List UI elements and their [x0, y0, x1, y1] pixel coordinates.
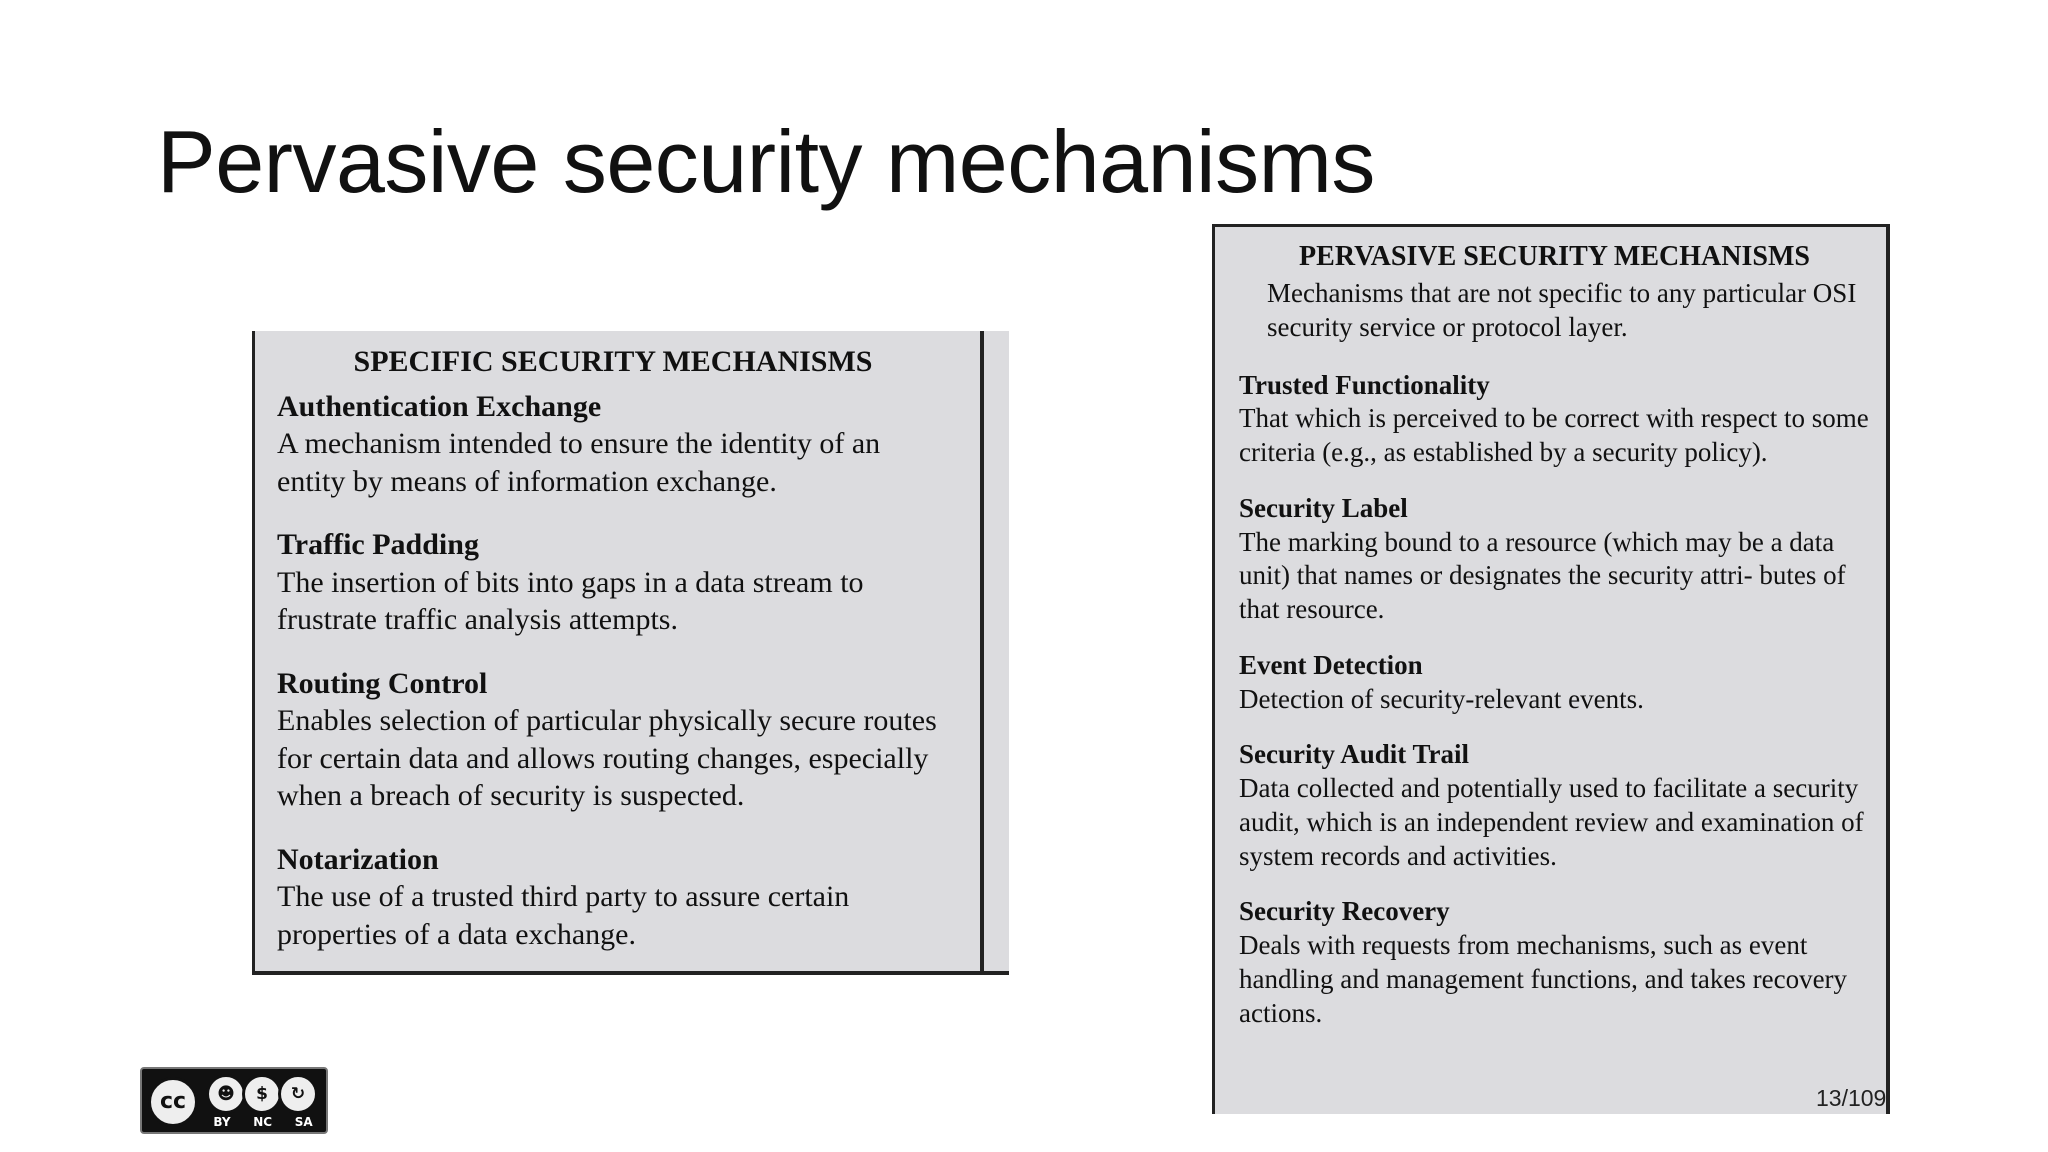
- mechanism-title: Authentication Exchange: [277, 389, 602, 423]
- mechanism-title: Traffic Padding: [277, 528, 479, 561]
- pervasive-mechanisms-panel: [1212, 224, 1890, 1114]
- creative-commons-badge[interactable]: [140, 1067, 328, 1134]
- mechanism-description: The use of a trusted third party to assure certain properties of a data exchange.: [277, 880, 850, 951]
- mechanism-title: Trusted Functionality: [1239, 369, 1490, 400]
- cc-icon: cc: [148, 1077, 198, 1127]
- sharealike-icon: ↻: [278, 1074, 318, 1114]
- mechanism-description: Data collected and potentially used to facilitate a security audit, which is an independent review and examination of system records and activities.: [1239, 773, 1864, 871]
- mechanism-title: Security Recovery: [1239, 896, 1450, 927]
- mechanism-item: [1239, 895, 1870, 1030]
- noncommercial-icon: $: [242, 1074, 282, 1114]
- mechanism-item: [277, 526, 989, 639]
- mechanism-title: Notarization: [277, 842, 439, 876]
- slide-title: Pervasive security mechanisms: [157, 112, 1375, 211]
- mechanism-description: Deals with requests from mechanisms, such as event handling and management functions, and takes recovery actions.: [1239, 930, 1848, 1028]
- mechanism-title: Security Audit Trail: [1239, 739, 1470, 770]
- page-number: 13/109: [1816, 1085, 1887, 1111]
- mechanism-item: [1239, 492, 1870, 627]
- license-label-sa: SA: [294, 1115, 313, 1129]
- mechanism-item: [277, 841, 989, 954]
- mechanism-title: Event Detection: [1239, 649, 1423, 680]
- specific-mechanisms-panel: [252, 331, 1009, 975]
- mechanism-title: Security Label: [1239, 492, 1408, 523]
- license-labels: [202, 1115, 324, 1129]
- license-label-nc: NC: [253, 1115, 273, 1129]
- pervasive-intro: Mechanisms that are not specific to any particular OSI security service or protocol layer.: [1267, 278, 1857, 342]
- mechanism-description: The marking bound to a resource (which may be a data unit) that names or designates the security attri- butes of that resource.: [1239, 526, 1846, 625]
- mechanism-item: [277, 665, 989, 815]
- attribution-icon: ☻: [206, 1074, 246, 1114]
- mechanism-description: That which is perceived to be correct with respect to some criteria (e.g., as established by a security policy).: [1239, 403, 1869, 468]
- mechanism-item: [277, 388, 989, 501]
- mechanism-title: Routing Control: [277, 666, 488, 700]
- specific-mechanisms-heading: SPECIFIC SECURITY MECHANISMS: [353, 345, 873, 378]
- pervasive-mechanisms-heading: PERVASIVE SECURITY MECHANISMS: [1299, 241, 1810, 272]
- mechanism-item: [1239, 738, 1870, 873]
- mechanism-description: The insertion of bits into gaps in a data stream to frustrate traffic analysis attempts.: [277, 565, 864, 636]
- mechanism-description: A mechanism intended to ensure the identity of an entity by means of information exchange.: [277, 427, 881, 498]
- license-label-by: BY: [213, 1115, 231, 1129]
- mechanism-item: [1239, 649, 1870, 717]
- panel-divider: [980, 331, 984, 971]
- mechanism-description: Enables selection of particular physically secure routes for certain data and allows routing changes, especially when a breach of security is suspected.: [277, 704, 937, 812]
- mechanism-description: Detection of security-relevant events.: [1239, 683, 1644, 714]
- mechanism-item: [1239, 369, 1870, 470]
